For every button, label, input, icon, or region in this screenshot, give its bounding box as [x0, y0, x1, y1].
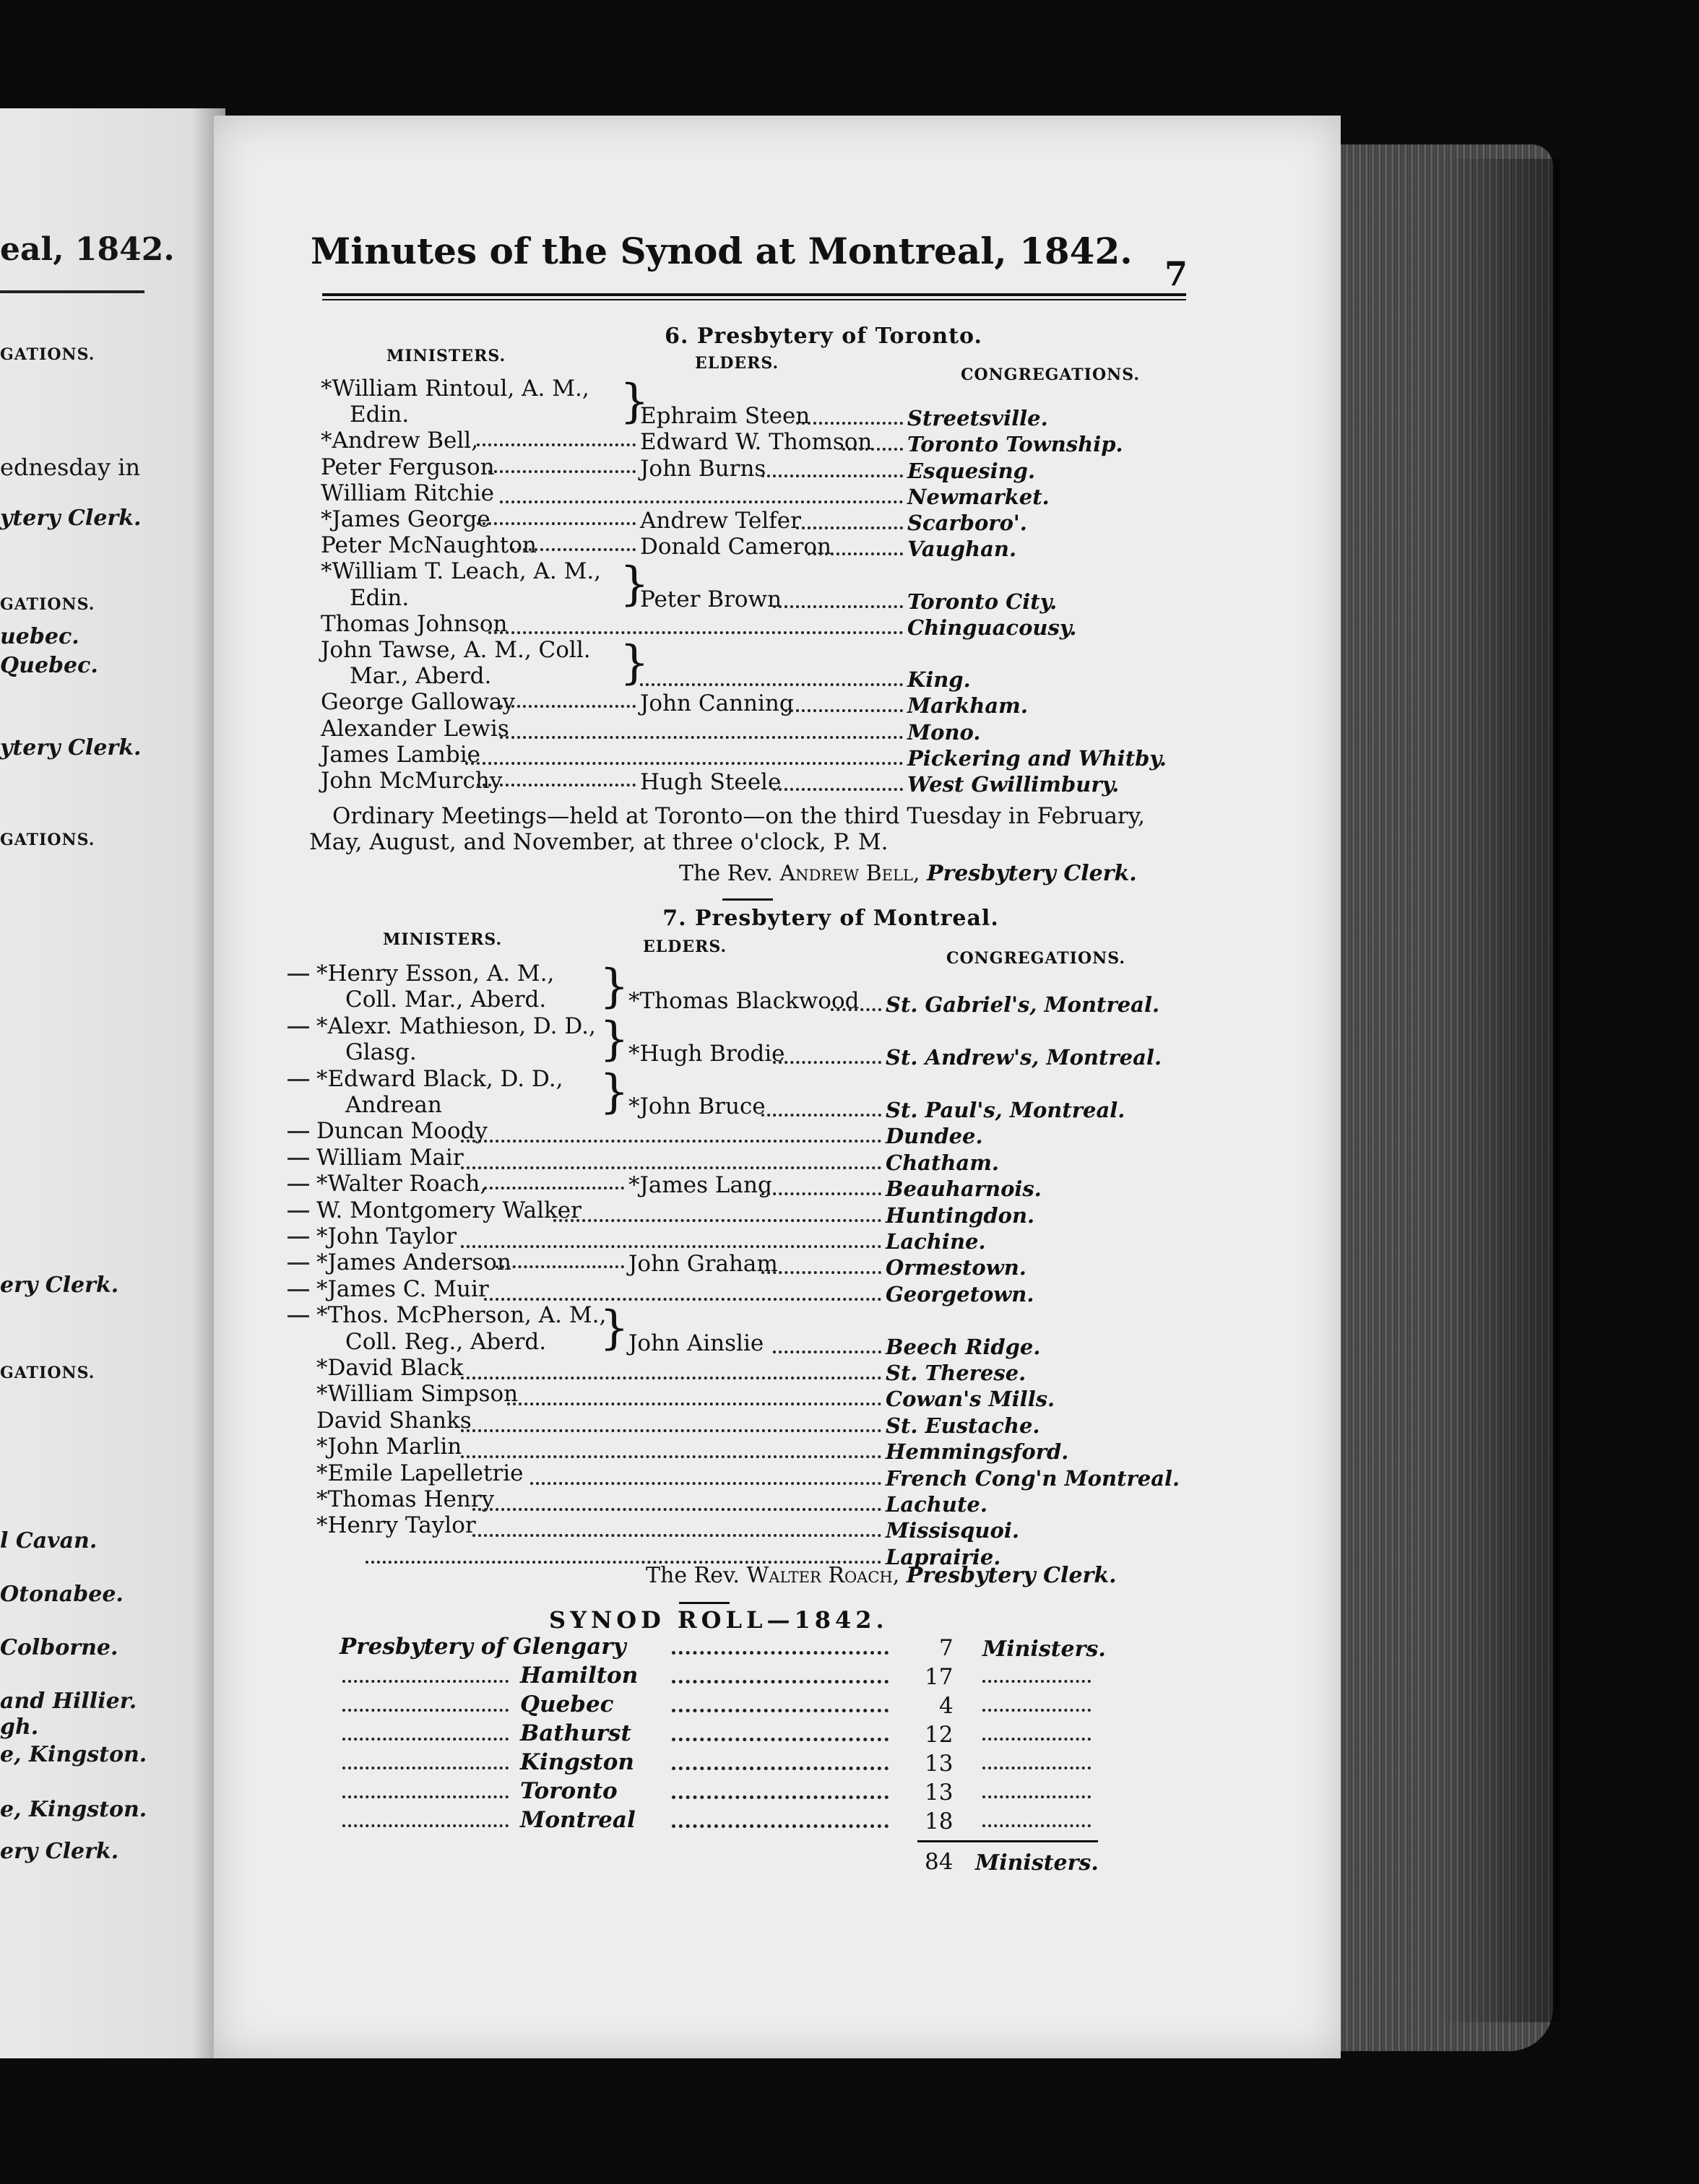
total-rule — [917, 1840, 1098, 1842]
minister-count: 12 — [925, 1722, 954, 1748]
section-title: 6. Presbytery of Toronto. — [665, 324, 982, 349]
minister-name: *Emile Lapelletrie — [316, 1460, 524, 1486]
dot-leader — [500, 705, 636, 708]
dot-leader — [672, 1680, 889, 1684]
congregation-name: Missisquoi. — [886, 1518, 1019, 1543]
dot-leader — [461, 1245, 881, 1248]
roll-lead: Presbytery of — [340, 1634, 506, 1660]
minister-name: *Walter Roach, — [316, 1171, 488, 1197]
left-page-fragment — [0, 108, 225, 2058]
minister-name: *William Simpson — [316, 1381, 519, 1408]
brace-mark: } — [600, 960, 629, 1013]
table-row — [303, 663, 1474, 693]
section-divider — [679, 1602, 730, 1604]
brace-mark: } — [600, 1012, 629, 1066]
table-row — [296, 1092, 1466, 1122]
minister-name: W. Montgomery Walker — [316, 1197, 582, 1223]
presbytery-name: Quebec — [520, 1691, 614, 1717]
congregation-name: Cowan's Mills. — [886, 1387, 1055, 1412]
congregation-name: Vaughan. — [907, 537, 1017, 562]
margin-dash — [288, 1262, 309, 1265]
dot-leader — [461, 1429, 881, 1432]
minister-count: 7 — [939, 1635, 954, 1661]
congregation-name: Georgetown. — [886, 1281, 1034, 1306]
presbytery-name: Montreal — [520, 1807, 636, 1833]
montreal-clerk — [646, 1563, 1117, 1588]
minister-name: *Alexr. Mathieson, D. D., — [316, 1013, 596, 1039]
dot-leader — [672, 1709, 889, 1712]
dot-leader — [796, 526, 903, 529]
table-row — [296, 1039, 1466, 1070]
left-page-text: Quebec. — [0, 653, 98, 678]
dot-leader — [472, 1534, 881, 1537]
dot-leader — [472, 1508, 881, 1511]
dot-leader — [342, 1680, 509, 1683]
table-row — [296, 1118, 1466, 1149]
congregation-name: St. Paul's, Montreal. — [886, 1098, 1125, 1122]
page-number: 7 — [1164, 254, 1188, 293]
dot-leader — [488, 470, 636, 473]
minister-name: *James Anderson — [316, 1249, 511, 1276]
dot-leader — [461, 1377, 881, 1379]
minister-name: Andrean — [345, 1092, 442, 1118]
header-rule — [322, 293, 1186, 296]
col-ministers: MINISTERS. — [383, 930, 503, 949]
elder-name: *John Bruce — [628, 1093, 766, 1119]
table-row — [303, 715, 1474, 745]
congregation-name: Dundee. — [886, 1124, 983, 1149]
minister-name: George Galloway — [321, 689, 515, 716]
margin-dash — [288, 1236, 309, 1239]
minister-name: Edin. — [350, 584, 410, 611]
table-row — [296, 1512, 1466, 1543]
clerk-name: Andrew Bell, — [779, 861, 920, 886]
section-title: 7. Presbytery of Montreal. — [662, 906, 999, 931]
dot-leader — [461, 1166, 881, 1169]
dot-leader — [796, 422, 903, 425]
synod-roll — [340, 1634, 1510, 1923]
congregation-name: Scarboro'. — [907, 511, 1027, 535]
minister-name: *Thomas Henry — [316, 1486, 495, 1512]
congregation-name: Laprairie. — [886, 1544, 1001, 1569]
table-row — [296, 1171, 1466, 1202]
congregation-name: Streetsville. — [907, 406, 1048, 431]
dot-leader — [982, 1824, 1091, 1827]
congregation-name: Pickering and Whitby. — [907, 745, 1167, 771]
dot-leader — [842, 448, 903, 451]
congregation-name: Lachute. — [886, 1492, 987, 1517]
left-running-head: eal, 1842. — [0, 231, 175, 268]
presbytery-name: Glengary — [513, 1634, 626, 1660]
roll-row — [340, 1778, 1510, 1807]
minister-name: Thomas Johnson — [321, 610, 508, 637]
roll-row — [340, 1691, 1510, 1720]
congregation-name: French Cong'n Montreal. — [886, 1465, 1180, 1491]
roll-row — [340, 1663, 1510, 1691]
roll-title: SYNOD ROLL—1842. — [549, 1606, 889, 1634]
dot-leader — [342, 1824, 509, 1827]
clerk-prefix: The Rev. — [646, 1563, 740, 1588]
table-row — [303, 428, 1474, 457]
dot-leader — [982, 1738, 1091, 1741]
congregation-name: St. Eustache. — [886, 1413, 1040, 1438]
left-page-text: e, Kingston. — [0, 1797, 147, 1822]
dot-leader — [773, 1351, 881, 1353]
left-page-text: ednesday in — [0, 454, 141, 481]
congregation-name: St. Andrew's, Montreal. — [886, 1045, 1162, 1070]
presbytery-name: Kingston — [520, 1749, 634, 1775]
dot-leader — [342, 1795, 509, 1798]
congregation-name: Esquesing. — [907, 458, 1036, 483]
col-elders: ELDERS. — [643, 937, 727, 956]
table-row — [303, 584, 1474, 614]
table-row — [296, 1249, 1466, 1280]
clerk-name: Walter Roach, — [746, 1563, 900, 1588]
col-congregations: CONGREGATIONS. — [946, 949, 1125, 968]
minister-name: *John Taylor — [316, 1223, 457, 1249]
roll-unit: Ministers. — [982, 1637, 1106, 1662]
left-page-text: ytery Clerk. — [0, 506, 142, 531]
table-row — [303, 689, 1474, 719]
dot-leader — [477, 784, 636, 786]
dot-leader — [773, 1061, 881, 1064]
dot-leader — [530, 1482, 881, 1485]
elder-name: Andrew Telfer — [640, 508, 801, 534]
margin-dash — [288, 1289, 309, 1291]
clerk-title: Presbytery Clerk. — [906, 1563, 1117, 1588]
col-ministers: MINISTERS. — [386, 347, 506, 365]
left-page-text: Colborne. — [0, 1635, 118, 1660]
dot-leader — [784, 709, 903, 712]
minister-name: Mar., Aberd. — [350, 663, 492, 690]
minister-name: Peter Ferguson — [321, 454, 495, 480]
minister-name: Duncan Moody — [316, 1118, 488, 1145]
minister-name: Coll. Reg., Aberd. — [345, 1328, 547, 1355]
left-page-text: and Hillier. — [0, 1689, 137, 1714]
table-row — [303, 506, 1474, 535]
congregation-name: Chatham. — [886, 1150, 1000, 1175]
presbytery-name: Bathurst — [520, 1720, 631, 1746]
dot-leader — [982, 1709, 1091, 1712]
dot-leader — [672, 1795, 889, 1799]
congregation-name: Beauharnois. — [886, 1176, 1042, 1202]
dot-leader — [672, 1738, 889, 1741]
margin-dash — [288, 1184, 309, 1186]
dot-leader — [342, 1709, 509, 1712]
congregation-name: Ormestown. — [886, 1255, 1026, 1280]
minister-name: Glasg. — [345, 1039, 417, 1066]
dot-leader — [461, 1455, 881, 1458]
margin-dash — [288, 1210, 309, 1213]
dot-leader — [553, 1219, 881, 1222]
minister-count: 4 — [939, 1693, 954, 1719]
dot-leader — [488, 631, 903, 634]
roll-row — [340, 1634, 1510, 1663]
elder-name: John Burns — [640, 455, 766, 482]
minister-name: James Lambie — [321, 741, 480, 768]
col-elders: ELDERS. — [695, 354, 779, 373]
dot-leader — [672, 1651, 889, 1655]
left-head-rule — [0, 290, 144, 293]
left-page-text: GATIONS. — [0, 1364, 95, 1382]
elder-name: *Thomas Blackwood — [628, 988, 860, 1015]
table-row — [296, 1486, 1466, 1517]
minister-name: *William Rintoul, A. M., — [321, 376, 589, 402]
table-row — [296, 1355, 1466, 1385]
congregation-name: Markham. — [907, 693, 1028, 719]
minister-name: John Tawse, A. M., Coll. — [321, 637, 591, 663]
dot-leader — [477, 522, 636, 525]
table-row — [296, 1434, 1466, 1465]
table-row — [296, 1197, 1466, 1228]
dot-leader — [982, 1795, 1091, 1798]
minister-name: John McMurchy — [321, 768, 503, 794]
dot-leader — [808, 552, 903, 555]
margin-dash — [288, 1079, 309, 1081]
presbytery-montreal — [296, 901, 1466, 1569]
roll-row — [340, 1749, 1510, 1778]
left-page-text: Otonabee. — [0, 1582, 124, 1607]
dot-leader — [982, 1680, 1091, 1683]
minister-name: Alexander Lewis — [321, 715, 509, 742]
congregation-name: Newmarket. — [907, 484, 1050, 509]
minister-name: William Ritchie — [321, 480, 495, 506]
minister-name: Edin. — [350, 402, 410, 428]
dot-leader — [773, 605, 903, 608]
table-row — [303, 768, 1474, 797]
congregation-name: Toronto City. — [907, 589, 1058, 614]
dot-leader — [342, 1738, 509, 1741]
table-row — [303, 610, 1474, 640]
minister-name: David Shanks — [316, 1407, 472, 1434]
minister-name: *David Black — [316, 1355, 464, 1381]
table-row — [296, 1381, 1466, 1412]
table-row — [296, 987, 1466, 1018]
congregation-name: Huntingdon. — [886, 1202, 1035, 1228]
minister-name: *Andrew Bell, — [321, 428, 479, 454]
dot-leader — [672, 1824, 889, 1828]
total-count: 84 — [925, 1849, 954, 1875]
section-divider — [722, 898, 773, 901]
table-row — [303, 454, 1474, 483]
table-row — [296, 1539, 1466, 1569]
table-row — [296, 1223, 1466, 1254]
dot-leader — [342, 1767, 509, 1769]
left-page-text: GATIONS. — [0, 831, 95, 849]
left-page-text: GATIONS. — [0, 595, 95, 614]
table-row — [296, 1275, 1466, 1306]
dot-leader — [484, 1187, 624, 1190]
dot-leader — [831, 1008, 881, 1011]
dot-leader — [640, 683, 903, 686]
roll-row — [340, 1807, 1510, 1836]
margin-dash — [288, 1026, 309, 1028]
minister-name: *James C. Muir — [316, 1275, 489, 1302]
dot-leader — [477, 443, 636, 446]
col-congregations: CONGREGATIONS. — [961, 365, 1140, 384]
dot-leader — [500, 736, 903, 739]
minister-name: William Mair — [316, 1144, 464, 1171]
elder-name: Edward W. Thomson — [640, 429, 873, 456]
running-head: Minutes of the Synod at Montreal, 1842. — [311, 230, 1133, 272]
minister-name: *James George — [321, 506, 490, 532]
dot-leader — [761, 1114, 881, 1117]
clerk-prefix: The Rev. — [679, 861, 773, 886]
dot-leader — [761, 1271, 881, 1274]
table-row — [296, 1144, 1466, 1175]
minister-name: Coll. Mar., Aberd. — [345, 987, 547, 1013]
congregation-name: Hemmingsford. — [886, 1439, 1069, 1465]
elder-name: *Hugh Brodie — [628, 1041, 785, 1067]
dot-leader — [511, 548, 636, 551]
table-row — [296, 1407, 1466, 1438]
dot-leader — [496, 1265, 624, 1268]
presbytery-name: Toronto — [520, 1778, 618, 1804]
minister-name: *William T. Leach, A. M., — [321, 558, 602, 585]
minister-name: *John Marlin — [316, 1434, 462, 1460]
elder-name: John Graham — [628, 1251, 778, 1278]
table-row — [296, 1328, 1466, 1359]
left-page-text: GATIONS. — [0, 345, 95, 364]
table-row — [303, 480, 1474, 509]
toronto-clerk — [679, 861, 1137, 886]
brace-mark: } — [600, 1301, 629, 1356]
congregation-name: West Gwillimbury. — [907, 772, 1120, 797]
left-page-text: e, Kingston. — [0, 1742, 147, 1767]
dot-leader — [773, 788, 903, 791]
elder-name: John Canning — [640, 690, 794, 717]
brace-mark: } — [620, 636, 649, 690]
elder-name: *James Lang — [628, 1172, 772, 1199]
congregation-name: King. — [907, 667, 971, 693]
congregation-name: Mono. — [907, 719, 981, 745]
congregation-name: St. Therese. — [886, 1361, 1026, 1385]
brace-mark: } — [600, 1065, 629, 1119]
left-page-text: ytery Clerk. — [0, 735, 142, 760]
dot-leader — [507, 1403, 881, 1405]
dot-leader — [761, 1192, 881, 1195]
dot-leader — [465, 762, 903, 765]
brace-mark: } — [620, 375, 649, 428]
meetings-line-1: Ordinary Meetings—held at Toronto—on the third Tuesday in February, — [332, 803, 1145, 829]
minister-name: *Henry Esson, A. M., — [316, 961, 555, 987]
congregation-name: Beech Ridge. — [886, 1334, 1041, 1359]
minister-count: 13 — [925, 1780, 954, 1806]
dot-leader — [982, 1767, 1091, 1769]
dot-leader — [761, 474, 903, 477]
elder-name: John Ainslie — [628, 1330, 764, 1356]
margin-dash — [288, 974, 309, 976]
table-row — [303, 741, 1474, 771]
minister-name: *Thos. McPherson, A. M., — [316, 1302, 607, 1329]
margin-dash — [288, 1315, 309, 1317]
minister-count: 17 — [925, 1664, 954, 1690]
minister-name: *Edward Black, D. D., — [316, 1065, 563, 1092]
elder-name: Ephraim Steen — [640, 403, 810, 430]
margin-dash — [288, 1131, 309, 1133]
dot-leader — [461, 1140, 881, 1143]
minister-count: 18 — [925, 1808, 954, 1834]
roll-row — [340, 1720, 1510, 1749]
dot-leader — [672, 1767, 889, 1770]
meetings-line-2: May, August, and November, at three o'clock, P. M. — [309, 829, 889, 855]
left-page-text: ery Clerk. — [0, 1273, 119, 1298]
total-unit: Ministers. — [975, 1850, 1099, 1876]
dot-leader — [500, 500, 903, 503]
congregation-name: St. Gabriel's, Montreal. — [886, 992, 1160, 1018]
dot-leader — [484, 1298, 881, 1301]
table-row — [296, 1460, 1466, 1491]
congregation-name: Lachine. — [886, 1229, 986, 1254]
left-page-text: uebec. — [0, 624, 79, 649]
congregation-name: Toronto Township. — [907, 432, 1123, 457]
minister-name: *Henry Taylor — [316, 1512, 476, 1539]
brace-mark: } — [620, 558, 649, 612]
elder-name: Donald Cameron — [640, 534, 831, 560]
minister-count: 13 — [925, 1751, 954, 1777]
left-page-text: ery Clerk. — [0, 1839, 119, 1864]
left-page-text: gh. — [0, 1715, 39, 1740]
clerk-title: Presbytery Clerk. — [926, 861, 1137, 886]
table-row — [303, 402, 1474, 431]
minister-name: Peter McNaughton — [321, 532, 537, 559]
elder-name: Peter Brown — [640, 586, 782, 612]
header-rule-thin — [322, 299, 1186, 300]
elder-name: Hugh Steele — [640, 769, 782, 795]
congregation-name: Chinguacousy. — [907, 615, 1077, 640]
table-row — [303, 532, 1474, 562]
margin-dash — [288, 1158, 309, 1160]
presbytery-name: Hamilton — [520, 1663, 639, 1689]
left-page-text: l Cavan. — [0, 1528, 98, 1554]
